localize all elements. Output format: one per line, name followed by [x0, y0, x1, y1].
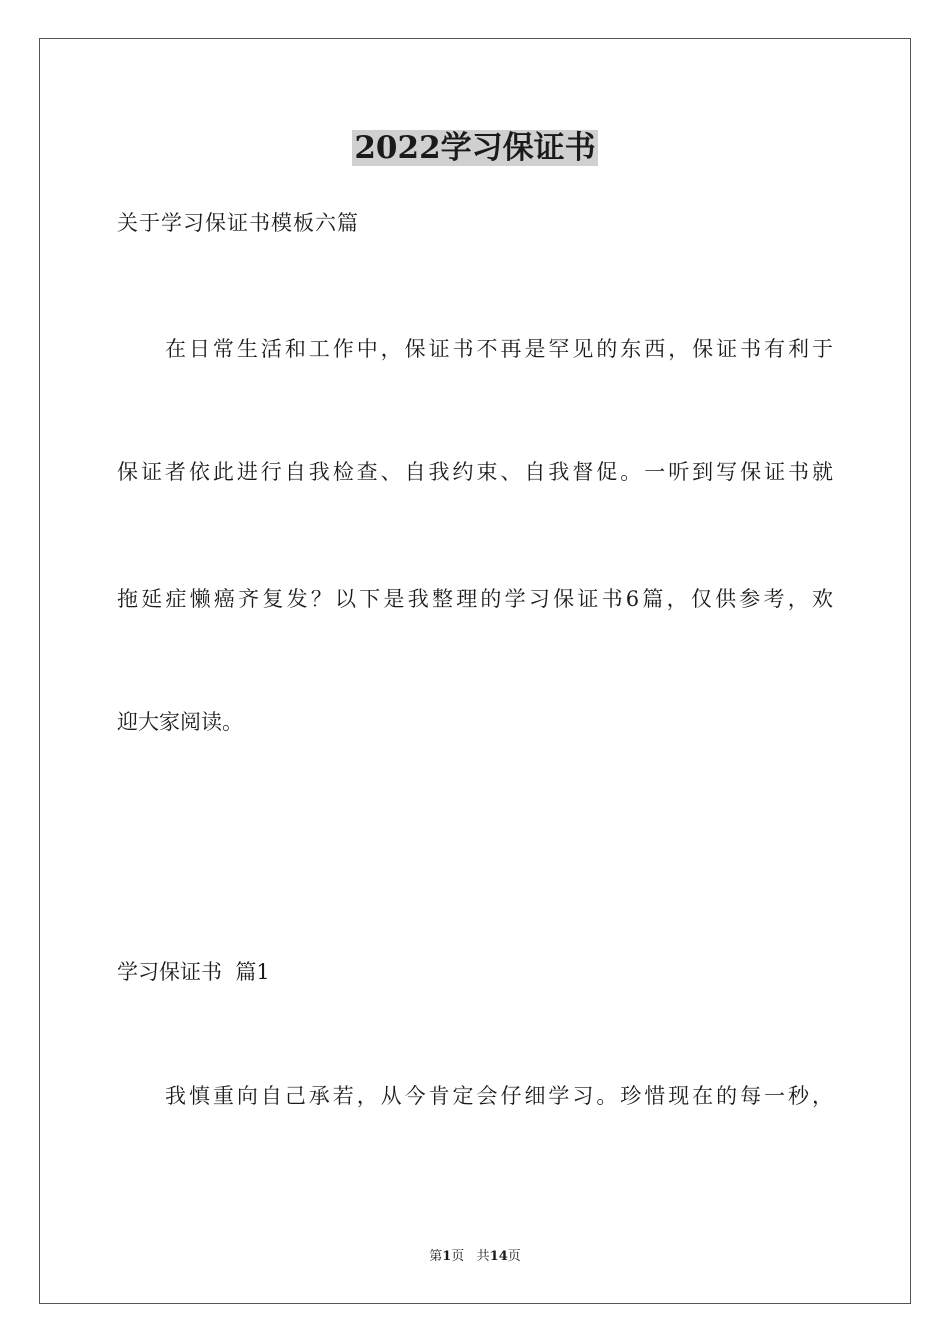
page-number: 1: [442, 1249, 452, 1264]
intro-paragraph-line: 保证者依此进行自我检查、自我约束、自我督促。一听到写保证书就: [117, 460, 833, 484]
page-prefix: 第: [429, 1249, 443, 1264]
total-prefix: 共: [476, 1249, 490, 1264]
section-paragraph-line: 我慎重向自己承若，从今肯定会仔细学习。珍惜现在的每一秒，: [165, 1084, 833, 1108]
page-footer: [0, 1248, 950, 1266]
intro-paragraph-line: 迎大家阅读。: [117, 710, 243, 734]
intro-paragraph-line: 在日常生活和工作中，保证书不再是罕见的东西，保证书有利于: [165, 337, 833, 361]
total-unit: 页: [507, 1249, 521, 1264]
section-heading: 学习保证书 篇1: [117, 960, 270, 984]
page-unit: 页: [451, 1249, 465, 1264]
document-title-text: 2022学习保证书: [354, 130, 596, 166]
intro-paragraph-line: 拖延症懒癌齐复发？以下是我整理的学习保证书6篇，仅供参考，欢: [117, 587, 833, 611]
document-title: [0, 128, 950, 168]
document-subtitle: 关于学习保证书模板六篇: [117, 211, 359, 235]
page-total: 14: [489, 1249, 508, 1264]
